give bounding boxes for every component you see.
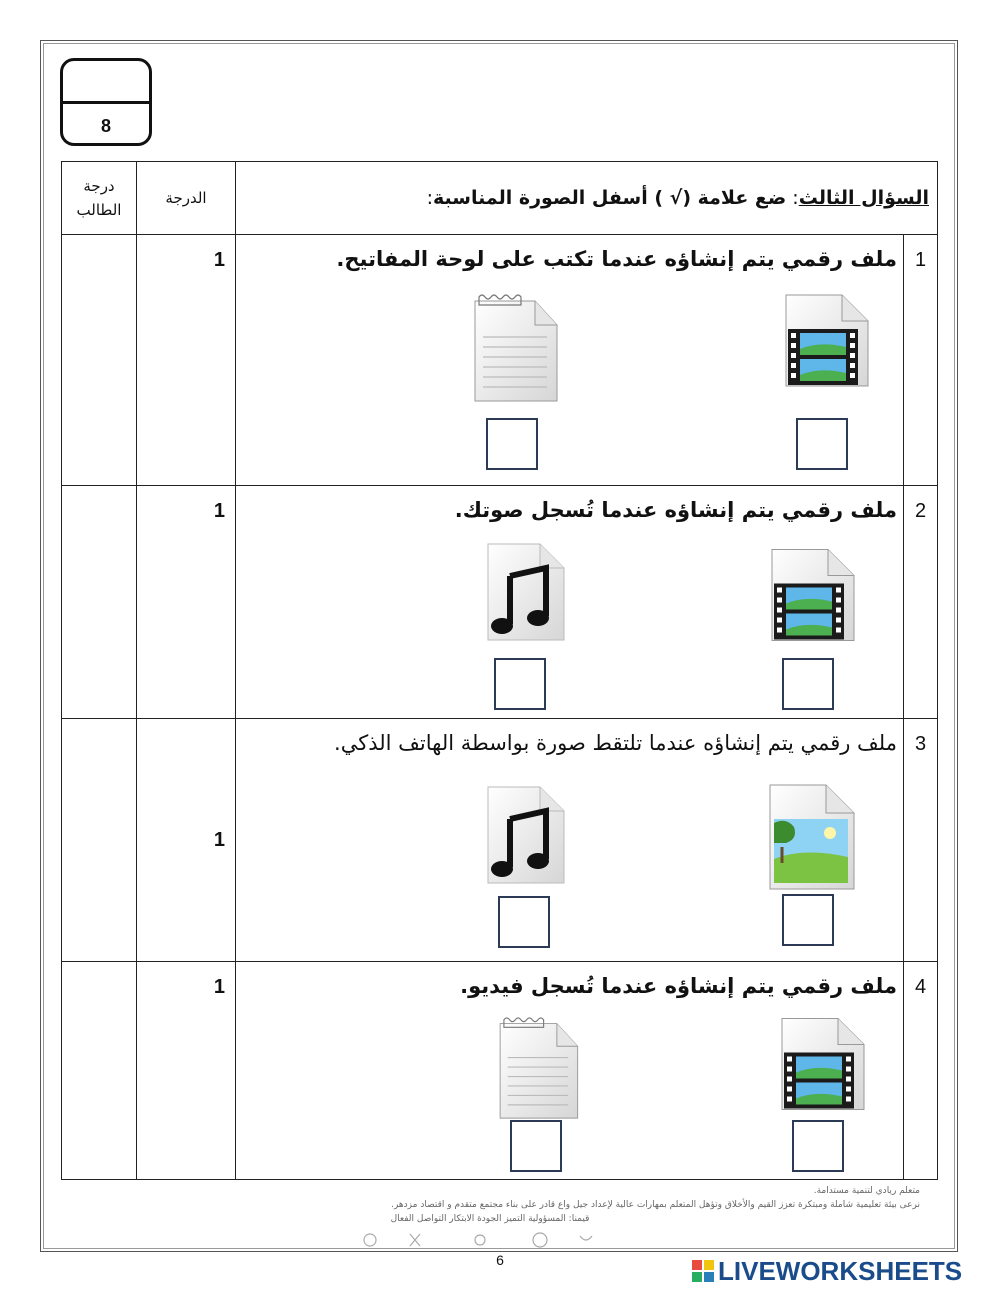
student-grade-cell[interactable] xyxy=(62,486,137,719)
video-file-icon xyxy=(776,1012,866,1120)
text-file-icon xyxy=(492,1016,582,1124)
audio-file-icon xyxy=(482,781,566,893)
question-points: 1 xyxy=(137,486,236,719)
total-score-box xyxy=(60,58,152,146)
question-text: ملف رقمي يتم إنشاؤه عندما تلتقط صورة بواسطة الهاتف الذكي. xyxy=(334,731,897,755)
answer-checkbox[interactable] xyxy=(494,658,546,710)
answer-checkbox[interactable] xyxy=(498,896,550,948)
question-row xyxy=(62,235,938,486)
student-grade-cell[interactable] xyxy=(62,719,137,962)
total-score-value: 8 xyxy=(100,116,111,136)
question-row xyxy=(62,486,938,719)
question-body xyxy=(236,962,904,1180)
liveworksheets-logo: LIVEWORKSHEETS xyxy=(692,1256,962,1286)
question-text: ملف رقمي يتم إنشاؤه عندما تُسجل صوتك. xyxy=(454,498,897,522)
question-number: 1 xyxy=(904,235,938,486)
question-points: 1 xyxy=(137,235,236,486)
header-row xyxy=(62,162,938,235)
answer-checkbox[interactable] xyxy=(796,418,848,470)
audio-file-icon xyxy=(482,542,566,646)
question-row xyxy=(62,719,938,962)
answer-checkbox[interactable] xyxy=(792,1120,844,1172)
footer-mission-text: نرعى بيئة تعليمية شاملة ومبتكرة تعزز القيم والأخلاق وتؤهل المتعلم بمهارات عالية لإعداد جيل واع قادر على بناء مجتمع متقدم و اقتصاد مزدهر. xyxy=(391,1200,920,1210)
footer-mission xyxy=(60,1184,920,1226)
question-number: 3 xyxy=(904,719,938,962)
question-body xyxy=(236,719,904,962)
question-number: 2 xyxy=(904,486,938,719)
student-grade-header: درجة الطالب xyxy=(62,162,137,235)
footer-vision: متعلم ريادي لتنمية مستدامة. xyxy=(813,1186,920,1196)
question-points: 1 xyxy=(137,962,236,1180)
answer-checkbox[interactable] xyxy=(782,894,834,946)
question-body xyxy=(236,486,904,719)
answer-checkbox[interactable] xyxy=(486,418,538,470)
liveworksheets-logo-icon xyxy=(692,1260,714,1282)
student-grade-cell[interactable] xyxy=(62,235,137,486)
question-body xyxy=(236,235,904,486)
question-points: 1 xyxy=(137,719,236,962)
answer-checkbox[interactable] xyxy=(510,1120,562,1172)
video-file-icon xyxy=(766,540,856,654)
image-file-icon xyxy=(764,783,856,895)
question-number: 4 xyxy=(904,962,938,1180)
question-text: ملف رقمي يتم إنشاؤه عندما تكتب على لوحة المفاتيح. xyxy=(336,247,897,271)
text-file-icon xyxy=(469,293,559,407)
question-table xyxy=(61,161,938,1180)
footer-values: قيمنا: المسؤولية التميز الجودة الابتكار التواصل الفعال xyxy=(390,1214,590,1224)
grade-header: الدرجة xyxy=(137,162,236,235)
student-grade-cell[interactable] xyxy=(62,962,137,1180)
video-file-icon xyxy=(780,293,870,392)
answer-checkbox[interactable] xyxy=(782,658,834,710)
question-row xyxy=(62,962,938,1180)
question-title: السؤال الثالث: ضع علامة (√ ) أسفل الصورة المناسبة: xyxy=(236,162,938,235)
ornament-icons xyxy=(350,1230,610,1250)
question-text: ملف رقمي يتم إنشاؤه عندما تُسجل فيديو. xyxy=(460,974,897,998)
page-number: 6 xyxy=(496,1252,504,1268)
